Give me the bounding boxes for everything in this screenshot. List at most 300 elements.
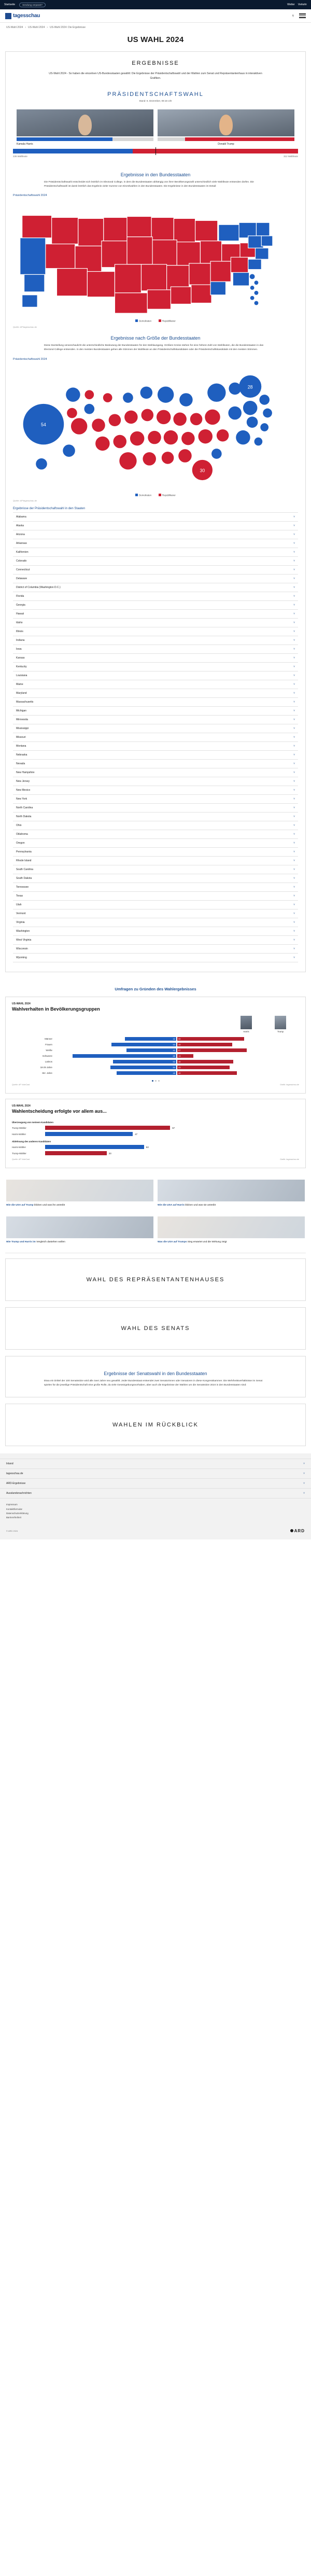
state-name: Indiana: [16, 639, 25, 642]
state-accordion-item[interactable]: [13, 610, 298, 619]
state-accordion-item[interactable]: [13, 654, 298, 663]
survey1-row: [12, 1059, 299, 1065]
breadcrumb-item-1[interactable]: US-Wahl 2024: [28, 26, 45, 29]
breadcrumb-sep-1: ›: [47, 26, 48, 29]
site-header: [0, 9, 311, 23]
chevron-down-icon[interactable]: ˅: [293, 542, 295, 545]
state-accordion-item[interactable]: [13, 671, 298, 680]
state-name: Utah: [16, 903, 22, 907]
survey1-bar-harris: 53: [111, 1043, 176, 1046]
state-name: Maine: [16, 683, 23, 687]
chevron-down-icon[interactable]: ˅: [293, 604, 295, 607]
state-name: Kansas: [16, 656, 25, 660]
cartogram-title: Ergebnisse nach Größe der Bundesstaaten: [110, 335, 201, 341]
state-name: Iowa: [16, 648, 22, 651]
cartogram-source: Quelle: AP/tagesschau.de: [13, 499, 37, 502]
state-accordion-item[interactable]: [13, 627, 298, 636]
state-accordion-item[interactable]: [13, 724, 298, 733]
chevron-down-icon[interactable]: ˅: [293, 753, 295, 757]
us-cartogram[interactable]: [13, 363, 298, 493]
candidate-bar-trump: [158, 137, 294, 141]
state-name: New York: [16, 797, 27, 801]
survey2-row-bar: [45, 1132, 133, 1136]
survey1-bar-harris: 52: [113, 1060, 176, 1063]
chevron-down-icon[interactable]: ˅: [293, 656, 295, 660]
tagesschau-logo[interactable]: [5, 13, 40, 19]
state-accordion-item[interactable]: [13, 663, 298, 671]
candidate-bar-harris: [17, 137, 153, 141]
footer-nav-label: ARD-Ergebnisse: [6, 1482, 26, 1486]
state-accordion-item[interactable]: [13, 592, 298, 601]
survey1-row: [12, 1036, 299, 1042]
top-utility-bar: [0, 0, 311, 9]
state-accordion-item[interactable]: [13, 557, 298, 566]
state-accordion-item[interactable]: [13, 813, 298, 821]
chevron-down-icon[interactable]: ˅: [293, 551, 295, 554]
chevron-down-icon[interactable]: ˅: [293, 524, 295, 528]
chevron-down-icon[interactable]: ˅: [293, 868, 295, 872]
topbar-item-0[interactable]: Startseite: [4, 3, 16, 6]
map-svg: [13, 199, 298, 318]
chevron-down-icon[interactable]: ˅: [293, 683, 295, 687]
survey2-row-bar: [45, 1145, 144, 1149]
state-name: Mississippi: [16, 727, 29, 731]
teaser-title-1[interactable]: Wie die USA auf Harris blicken und was sie antreibt: [158, 1204, 216, 1207]
footer-link[interactable]: Kontaktformular: [6, 1507, 22, 1510]
state-name: Texas: [16, 894, 23, 898]
state-accordion-item[interactable]: [13, 786, 298, 795]
state-list-title: Ergebnisse der Präsidentschaftswahl in den Staaten: [13, 507, 86, 511]
chevron-down-icon[interactable]: ˅: [293, 568, 295, 572]
cartogram-legend-rep: Republikaner: [159, 494, 176, 497]
survey1-row-label: Frauen: [45, 1043, 52, 1046]
results-heading: ERGEBNISSE: [132, 60, 179, 66]
state-accordion-item[interactable]: [13, 768, 298, 777]
state-name: Virginia: [16, 921, 25, 925]
survey1-bar-trump: 45: [177, 1043, 232, 1046]
chevron-down-icon[interactable]: ˅: [293, 947, 295, 951]
state-name: West Virginia: [16, 939, 32, 942]
house-election-banner[interactable]: WAHL DES REPRÄSENTANTENHAUSES: [5, 1258, 306, 1301]
breadcrumb-item-0[interactable]: US-Wahl 2024: [6, 26, 23, 29]
survey1-name-harris: Harris: [243, 1030, 249, 1033]
state-name: District of Columbia (Washington D.C.): [16, 586, 61, 590]
teaser-2[interactable]: [6, 1216, 153, 1244]
survey1-bar-trump: 49: [177, 1071, 237, 1075]
candidate-photo-harris: [17, 109, 153, 136]
chevron-down-icon[interactable]: ˅: [293, 877, 295, 880]
chevron-down-icon[interactable]: ˅: [303, 1492, 305, 1495]
survey1-bar-trump: 13: [177, 1054, 193, 1058]
state-name: Idaho: [16, 621, 23, 625]
survey-card-motivation: [5, 1099, 306, 1168]
map-source: Quelle: AP/tagesschau.de: [13, 325, 37, 328]
retrospective-banner[interactable]: WAHLEN IM RÜCKBLICK: [5, 1404, 306, 1446]
presidential-timestamp: Stand: 6. Dezember, 08:15 Uhr: [139, 99, 172, 102]
survey1-bar-trump: 57: [177, 1048, 247, 1052]
chevron-down-icon[interactable]: ˅: [293, 595, 295, 598]
survey2-row: [12, 1150, 299, 1156]
state-accordion-item[interactable]: [13, 698, 298, 707]
electoral-vote-bar: [13, 149, 298, 153]
survey1-row: [12, 1070, 299, 1076]
cartogram-svg: [13, 363, 298, 493]
survey1-source: Quelle: AP VoteCast: [12, 1084, 30, 1086]
state-accordion-item[interactable]: [13, 901, 298, 909]
survey1-bar-harris: 85: [73, 1054, 176, 1058]
chevron-down-icon[interactable]: ˅: [293, 780, 295, 783]
survey1-row-bars: [54, 1054, 299, 1058]
breadcrumb-item-2: US-Wahl 2024: Die Ergebnisse: [50, 26, 86, 29]
ard-logo[interactable]: ARD: [290, 1529, 305, 1533]
chevron-down-icon[interactable]: ˅: [293, 577, 295, 581]
state-accordion-item[interactable]: [13, 645, 298, 654]
survey2-row-label: Trump-Wähler: [12, 1126, 26, 1129]
chevron-down-icon[interactable]: ˅: [293, 824, 295, 828]
state-accordion-item[interactable]: [13, 548, 298, 557]
footer-nav-label: Inland: [6, 1462, 13, 1466]
candidate-photo-trump: [158, 109, 294, 136]
results-intro: US-Wahl 2024 - So haben die einzelnen US-Bundesstaaten gewählt: Die Ergebnisse der Präsidentschaftswahl und der Wahlen zum Senat und Repräsentantenhaus in interaktiven Grafiken.: [49, 72, 262, 80]
topbar-item-wetter[interactable]: Wetter: [287, 3, 295, 6]
chevron-down-icon[interactable]: ˅: [293, 859, 295, 863]
state-accordion-item[interactable]: [13, 821, 298, 830]
footer-link[interactable]: Datenschutzerklärung: [6, 1512, 29, 1515]
state-name: Massachusetts: [16, 701, 34, 704]
survey1-row-label: 18-29 Jahre: [40, 1066, 52, 1069]
footer-link[interactable]: Barrierefreiheit: [6, 1516, 21, 1519]
chevron-down-icon[interactable]: ˅: [293, 903, 295, 907]
chevron-down-icon[interactable]: ˅: [303, 1482, 305, 1486]
presidential-heading: PRÄSIDENTSCHAFTSWAHL: [107, 91, 204, 97]
logo-square-icon: [5, 13, 11, 19]
state-name: Vermont: [16, 912, 26, 916]
state-accordion-item[interactable]: [13, 636, 298, 645]
state-accordion-item[interactable]: [13, 619, 298, 627]
chevron-down-icon[interactable]: ˅: [293, 762, 295, 766]
survey2-row: [12, 1131, 299, 1137]
chevron-down-icon[interactable]: ˅: [293, 612, 295, 616]
state-name: Louisiana: [16, 674, 27, 678]
chevron-down-icon[interactable]: ˅: [293, 701, 295, 704]
cartogram-legend-dem: Demokraten: [135, 494, 151, 497]
chevron-down-icon[interactable]: ˅: [293, 692, 295, 695]
survey-card-demographics: [5, 997, 306, 1094]
survey2-row-bar: [45, 1126, 170, 1130]
state-accordion-item[interactable]: [13, 954, 298, 962]
state-accordion-item[interactable]: [13, 539, 298, 548]
footer-links: [0, 1499, 311, 1524]
survey1-row-label: Latinos: [45, 1060, 52, 1063]
chevron-down-icon[interactable]: ˅: [293, 806, 295, 810]
state-accordion-item[interactable]: [13, 883, 298, 892]
chevron-down-icon[interactable]: ˅: [293, 674, 295, 678]
state-name: Ohio: [16, 824, 22, 828]
state-name: Wyoming: [16, 956, 27, 960]
teaser-row-2: [0, 1210, 311, 1247]
state-name: Nebraska: [16, 753, 27, 757]
teaser-0[interactable]: [6, 1180, 153, 1207]
state-accordion-item[interactable]: [13, 927, 298, 936]
survey1-row: [12, 1053, 299, 1059]
state-accordion-item[interactable]: [13, 830, 298, 839]
state-name: Nevada: [16, 762, 25, 766]
teaser-title-3[interactable]: Was die USA auf Trumps Sieg erwartet und die Wirkung zeigt: [158, 1241, 227, 1244]
footer-nav-item[interactable]: [0, 1489, 311, 1499]
map-section-title: Ergebnisse in den Bundesstaaten: [120, 172, 191, 177]
state-accordion-item[interactable]: [13, 707, 298, 716]
chevron-down-icon[interactable]: ˅: [293, 639, 295, 642]
state-name: Illinois: [16, 630, 23, 634]
state-name: Alaska: [16, 524, 24, 528]
chevron-down-icon[interactable]: ˅: [293, 533, 295, 537]
state-accordion-item[interactable]: [13, 760, 298, 768]
state-name: Delaware: [16, 577, 27, 581]
chevron-down-icon[interactable]: ˅: [293, 586, 295, 590]
survey2-credit: Grafik: tagesschau.de: [280, 1158, 299, 1161]
chevron-down-icon[interactable]: ˅: [293, 894, 295, 898]
chevron-down-icon[interactable]: ˅: [293, 515, 295, 519]
state-name: Connecticut: [16, 568, 30, 572]
survey1-title: Wahlverhalten in Bevölkerungsgruppen: [12, 1006, 100, 1012]
chevron-down-icon[interactable]: ˅: [293, 797, 295, 801]
survey1-bar-harris: 41: [126, 1048, 176, 1052]
results-card: [5, 51, 306, 972]
chevron-down-icon[interactable]: ˅: [293, 850, 295, 854]
state-accordion-item[interactable]: [13, 918, 298, 927]
survey2-row-label: Harris-Wähler: [12, 1132, 26, 1136]
chevron-down-icon[interactable]: ˅: [293, 956, 295, 960]
survey2-row-value: 33: [108, 1152, 111, 1155]
state-name: Michigan: [16, 709, 27, 713]
state-name: Montana: [16, 745, 26, 748]
electoral-votes-dem: 226 Wahlleute: [13, 155, 27, 158]
state-accordion-item[interactable]: [13, 848, 298, 857]
candidate-trump[interactable]: [158, 109, 294, 146]
state-accordion-item[interactable]: [13, 751, 298, 760]
senate-section-title: Ergebnisse der Senatswahl in den Bundesstaaten: [104, 1370, 207, 1376]
svg-text:28: 28: [247, 384, 253, 390]
candidate-row: [6, 107, 305, 146]
state-name: New Mexico: [16, 789, 31, 792]
survey2-section-label: Ablehnung des anderen Kandidaten: [12, 1140, 51, 1143]
chevron-down-icon[interactable]: ˅: [293, 745, 295, 748]
carousel-dot[interactable]: [152, 1080, 153, 1082]
senate-election-banner[interactable]: WAHL DES SENATS: [5, 1307, 306, 1350]
survey1-bar-harris: 54: [110, 1066, 176, 1069]
cartogram-sub-label: Präsidentschaftswahl 2024: [13, 357, 47, 361]
chevron-down-icon[interactable]: ˅: [293, 886, 295, 889]
chevron-down-icon[interactable]: ˅: [303, 1462, 305, 1466]
teaser-thumbnail-0: [6, 1180, 153, 1201]
state-accordion-item[interactable]: [13, 513, 298, 522]
survey1-bar-harris: 49: [117, 1071, 176, 1075]
chevron-down-icon[interactable]: ˅: [293, 771, 295, 775]
state-accordion-item[interactable]: [13, 530, 298, 539]
state-accordion-item[interactable]: [13, 522, 298, 530]
survey1-row-label: Schwarze: [42, 1055, 52, 1058]
state-accordion-item[interactable]: [13, 892, 298, 901]
svg-text:30: 30: [200, 468, 205, 473]
survey1-row-label: 65+ Jahre: [42, 1072, 52, 1075]
survey2-title: Wahlentscheidung erfolgte vor allem aus...: [12, 1109, 107, 1114]
footer-link[interactable]: Impressum: [6, 1503, 18, 1506]
survey2-body: [12, 1118, 299, 1156]
teaser-3[interactable]: [158, 1216, 305, 1244]
state-accordion-item[interactable]: [13, 839, 298, 848]
state-name: Georgia: [16, 604, 25, 607]
us-results-map[interactable]: [13, 199, 298, 318]
state-name: New Hampshire: [16, 771, 35, 775]
state-name: Missouri: [16, 736, 26, 739]
survey1-row-bars: [54, 1037, 299, 1041]
footer-nav-item[interactable]: [0, 1459, 311, 1469]
candidate-harris[interactable]: [17, 109, 153, 146]
survey1-bar-trump: 46: [177, 1060, 233, 1063]
survey1-credit: Grafik: tagesschau.de: [280, 1084, 299, 1086]
state-accordion-item[interactable]: [13, 680, 298, 689]
state-accordion-item[interactable]: [13, 601, 298, 610]
state-accordion-item[interactable]: [13, 804, 298, 813]
svg-text:54: 54: [41, 422, 46, 427]
survey2-row-label: Harris-Wähler: [12, 1145, 26, 1149]
chevron-down-icon[interactable]: ˅: [293, 789, 295, 792]
state-accordion-item[interactable]: [13, 689, 298, 698]
topbar-item-verkehr[interactable]: Verkehr: [298, 3, 307, 6]
chevron-down-icon[interactable]: ˅: [293, 815, 295, 819]
state-accordion-item[interactable]: [13, 777, 298, 786]
state-accordion-item[interactable]: [13, 566, 298, 575]
state-name: Rhode Island: [16, 859, 32, 863]
survey2-row-value: 67: [172, 1126, 175, 1129]
candidate-name-harris: Kamala Harris: [17, 142, 33, 146]
chevron-down-icon[interactable]: ˅: [293, 621, 295, 625]
chevron-down-icon[interactable]: ˅: [293, 709, 295, 713]
survey1-name-trump: Trump: [277, 1030, 284, 1033]
survey1-row: [12, 1065, 299, 1070]
teaser-title-0[interactable]: Wie die USA auf Trump blicken und was ihn antreibt: [6, 1204, 65, 1207]
breadcrumb: [0, 23, 311, 30]
cartogram-legend: [13, 493, 298, 497]
state-accordion-item[interactable]: [13, 936, 298, 945]
chevron-down-icon[interactable]: ˅: [293, 559, 295, 563]
chevron-down-icon[interactable]: ˅: [293, 630, 295, 634]
state-accordion-item[interactable]: [13, 716, 298, 724]
chevron-down-icon[interactable]: ˅: [293, 912, 295, 916]
state-name: Florida: [16, 595, 24, 598]
chevron-down-icon[interactable]: ˅: [293, 930, 295, 933]
chevron-down-icon[interactable]: ˅: [293, 842, 295, 845]
burger-menu-icon[interactable]: [299, 13, 306, 18]
state-name: Oklahoma: [16, 833, 28, 836]
state-accordion-item[interactable]: [13, 733, 298, 742]
teaser-1[interactable]: [158, 1180, 305, 1207]
state-name: New Jersey: [16, 780, 30, 783]
teaser-thumbnail-3: [158, 1216, 305, 1238]
survey1-carousel-dots[interactable]: [12, 1076, 299, 1082]
state-accordion-item[interactable]: [13, 575, 298, 583]
senate-results-card: [5, 1356, 306, 1398]
state-accordion-item[interactable]: [13, 583, 298, 592]
survey1-photo-trump: [275, 1016, 286, 1029]
copyright: © ARD 2024: [6, 1529, 18, 1532]
survey1-row: [12, 1047, 299, 1053]
survey1-rows: [12, 1033, 299, 1076]
footer-nav: [0, 1459, 311, 1499]
chevron-down-icon[interactable]: ˅: [293, 648, 295, 651]
state-accordion-item[interactable]: [13, 909, 298, 918]
survey1-row-bars: [54, 1043, 299, 1046]
state-accordion: [13, 512, 298, 962]
breadcrumb-sep-0: ›: [25, 26, 26, 29]
survey1-row-label: Männer: [45, 1038, 52, 1041]
survey1-photo-harris: [241, 1016, 252, 1029]
search-icon[interactable]: ⚲: [292, 14, 294, 18]
state-name: Maryland: [16, 692, 27, 695]
chevron-down-icon[interactable]: ˅: [293, 833, 295, 836]
state-name: South Carolina: [16, 868, 34, 872]
footer-nav-item[interactable]: [0, 1479, 311, 1489]
survey2-row-value: 53: [146, 1145, 149, 1149]
state-accordion-item[interactable]: [13, 857, 298, 865]
state-name: Pennsylvania: [16, 850, 32, 854]
map-sub-label: Präsidentschaftswahl 2024: [13, 194, 47, 198]
survey-heading: Umfragen zu Gründen des Wahlergebnisses: [115, 987, 196, 992]
survey1-head-trump: [270, 1016, 291, 1033]
chevron-down-icon[interactable]: ˅: [303, 1472, 305, 1476]
teaser-thumbnail-1: [158, 1180, 305, 1201]
site-footer: [0, 1453, 311, 1539]
state-accordion-item[interactable]: [13, 742, 298, 751]
chevron-down-icon[interactable]: ˅: [293, 736, 295, 739]
survey2-row-label: Trump-Wähler: [12, 1152, 26, 1155]
state-accordion-item[interactable]: [13, 865, 298, 874]
survey2-row: [12, 1125, 299, 1131]
state-name: Arizona: [16, 533, 25, 537]
survey2-section-label: Überzeugung von meinem Kandidaten: [12, 1121, 54, 1124]
electoral-seg-rep: [133, 149, 298, 153]
footer-nav-label: tagesschau.de: [6, 1472, 23, 1476]
chevron-down-icon[interactable]: ˅: [293, 921, 295, 925]
candidate-name-trump: Donald Trump: [218, 142, 234, 146]
survey1-row-bars: [54, 1066, 299, 1069]
teaser-title-2[interactable]: Wie Trump und Harris im Vergleich dastehen wollen: [6, 1241, 65, 1244]
chevron-down-icon[interactable]: ˅: [293, 665, 295, 669]
survey1-row-bars: [54, 1060, 299, 1063]
carousel-dot[interactable]: [155, 1080, 157, 1082]
state-accordion-item[interactable]: [13, 874, 298, 883]
survey1-head-harris: [236, 1016, 257, 1033]
state-accordion-item[interactable]: [13, 945, 298, 954]
topbar-item-1[interactable]: Sendung verpasst?: [19, 3, 46, 7]
footer-nav-label: Ausslandsnachrichten: [6, 1492, 32, 1495]
electoral-votes-rep: 312 Wahlleute: [284, 155, 298, 158]
chevron-down-icon[interactable]: ˅: [293, 718, 295, 722]
teaser-row-1: [0, 1173, 311, 1210]
state-name: Alabama: [16, 515, 26, 519]
chevron-down-icon[interactable]: ˅: [293, 939, 295, 942]
cartogram-paragraph: Diese Darstellung veranschaulicht die unterschiedliche Bedeutung der Bundesstaaten für den Wahlausgang. Größere Kreise stehen für eine höhere Zahl von Wahlleuten, die die Bundesstaaten in das Electoral College entsenden. In den meisten Bundesstaaten gehen alle Stimmen der Wahlleute an den Präsidentschaftskandidaten oder die Präsidentschaftskandidatin mit den meisten Stimmen.: [44, 344, 264, 352]
footer-nav-item[interactable]: [0, 1469, 311, 1479]
carousel-dot[interactable]: [158, 1080, 160, 1082]
state-accordion-item[interactable]: [13, 795, 298, 804]
survey1-row-bars: [54, 1048, 299, 1052]
state-name: South Dakota: [16, 877, 32, 880]
survey1-row-bars: [54, 1071, 299, 1075]
chevron-down-icon[interactable]: ˅: [293, 727, 295, 731]
state-name: Kentucky: [16, 665, 27, 669]
survey2-kicker: US-WAHL 2024: [12, 1104, 31, 1108]
